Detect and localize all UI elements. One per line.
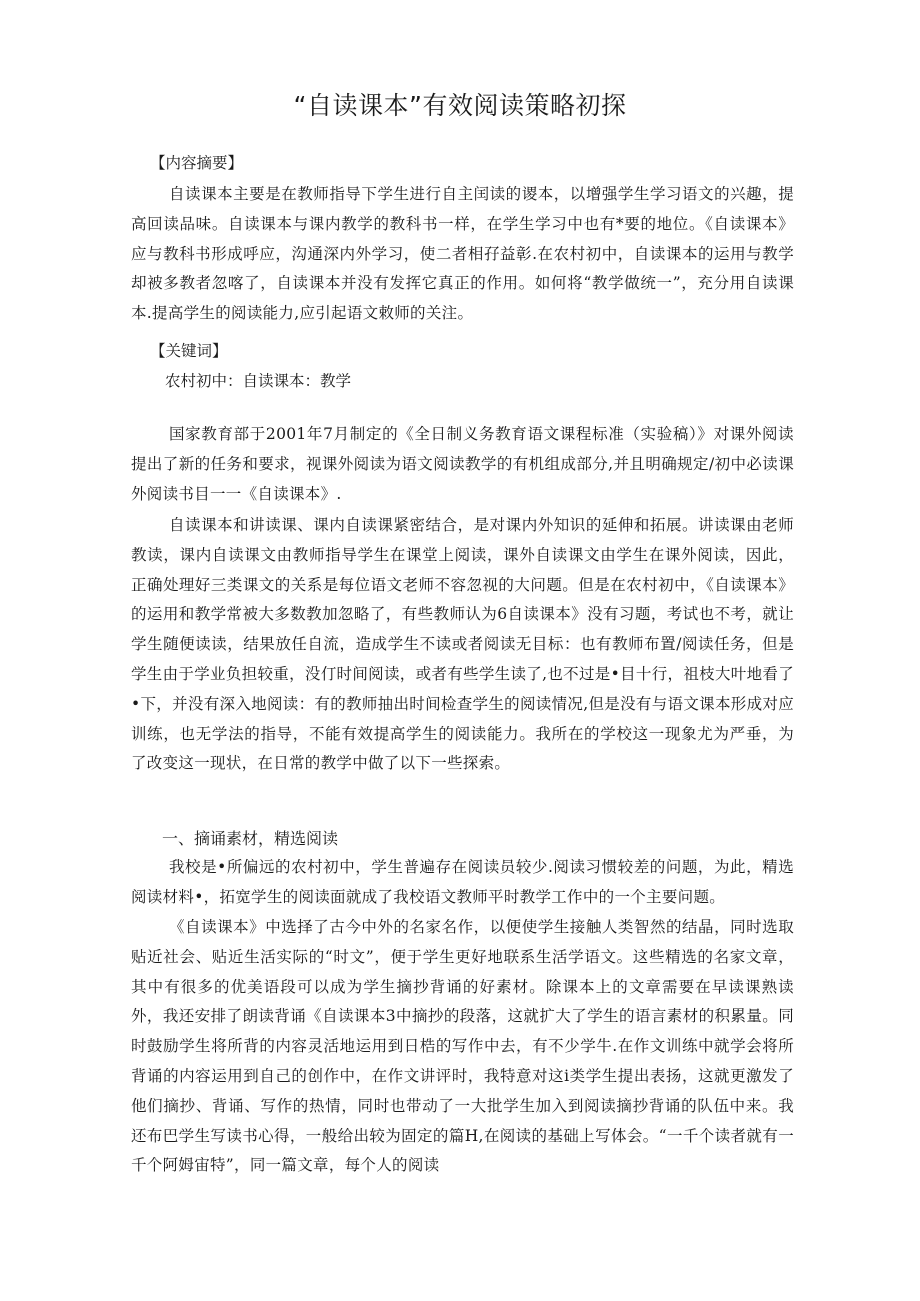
abstract-paragraph: 自读课本主要是在教师指导下学生进行自主闰读的谡本，以增强学生学习语文的兴趣，提高回读品味。自读课本与课内教学的教科书一样，在学生学习中也有*要的地位。《自读课本》应与教科书形成呼应，沟通深内外学习，使二者相孖益彰.在农村初中，自读课本的运用与教学却被多教者忽喀了，自读课本并没有发挥它真正的作用。如何将“教学做统一”，充分用自读课本.提高学生的阅读能力,应引起语文敕师的关注。 [131,185,794,323]
keywords-label: 【关键词】 [150,342,228,360]
section1-paragraph-1: 我校是•所偏远的农村初中，学生普遍存在阅读员较少.阅读习惯较差的问题，为此，精选阅读材料•，拓宽学生的阅读面就成了我校语文教师平时教学工作中的一个主要问题。 [131,858,794,906]
body-paragraph-1: 国家教育部于2001年7月制定的《全日制义务教育语文课程标准（实验稿）》对课外阅读提出了新的任务和要求，视课外阅读为语文阅读教学的有机组成部分,并且明确规定/初中必读课外阅读书目一一《自读课本》. [131,425,794,503]
abstract-label: 【内容摘要】 [150,154,244,172]
keywords-text: 农村初中：自读课本：教学 [165,372,352,390]
document-title: “自读课本”有效阅读策略初探 [293,91,627,120]
section-heading-1: 一、摘诵素材，精选阅读 [162,829,339,848]
section1-paragraph-2: 《自读课本》中选择了古今中外的名家名作，以便使学生接触人类智然的结晶，同时选取贴近社会、贴近生活实际的“时文”，便于学生更好地联系生活学语文。这些精选的名家文章，其中有很多的优美语段可以成为学生摘抄背诵的好素材。除课本上的文章需要在早读课熟读外，我还安排了朗读背诵《自读课本3中摘抄的段落，这就扩大了学生的语言素材的积累量。同时鼓励学生将所背的内容灵活地运用到日梏的写作中去，有不少学牛.在作文训练中就学会将所背诵的内容运用到自己的创作中，在作文讲评时，我特意对这i类学生提出表扬，这就更激发了他们摘抄、背诵、写作的热情，同时也带动了一大批学生加入到阅读摘抄背诵的队伍中来。我还布巴学生写读书心得，一般给出较为固定的篇H,在阅读的基础上写体会。“一千个读者就有一千个阿姆宙特”，同一篇文章，每个人的阅读 [131,918,794,1175]
body-paragraph-2: 自读课本和讲读课、课内自读课紧密结合，是对课内外知识的延伸和拓展。讲读课由老师教读，课内自读课文由教师指导学生在课堂上阅读，课外自读课文由学生在课外阅读，因此，正确处理好三类课文的关系是每位语文老师不容忽视的大问题。但是在农村初中，《自读课本》的运用和教学常被大多数教加忽略了，有些教师认为6自读课本》没有习题，考试也不考，就让学生随便读读，结果放任自流，造成学生不读或者阅读无目标：也有教师布置/阅读任务，但是学生由于学业负担较重，没仃时间阅读，或者有些学生读了,也不过是•目十行，祖枝大叶地看了•下，并没有深入地阅读：有的教师抽出时间检查学生的阅读情况,但是没有与语文课本形成对应训练，也无学法的指导，不能有效提高学生的阅读能力。我所在的学校这一现象尤为严垂，为了改变这一现状，在日常的教学中做了以下一些探索。 [131,516,794,773]
